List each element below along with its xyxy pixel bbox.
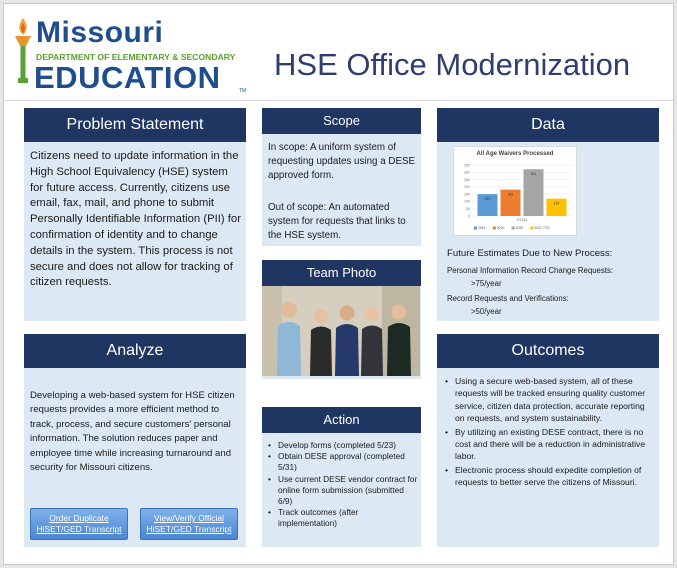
action-item: • Obtain DESE approval (completed 5/31) xyxy=(266,451,418,473)
waivers-chart xyxy=(453,146,577,236)
order-duplicate-label-1: Order Duplicate xyxy=(49,513,109,523)
chart-canvas xyxy=(454,147,578,237)
logo-education: EDUCATION xyxy=(34,60,221,95)
logo-missouri: Missouri xyxy=(36,16,164,49)
scope-section xyxy=(262,108,421,246)
chart-legend-swatch xyxy=(530,227,533,230)
chart-data-label: 181 xyxy=(507,192,514,197)
chart-tick-label: 100 xyxy=(464,199,470,204)
outcomes-heading: Outcomes xyxy=(437,334,659,368)
order-duplicate-transcript-button[interactable] xyxy=(30,508,128,540)
action-list xyxy=(266,440,418,530)
chart-tick-label: 350 xyxy=(464,163,470,168)
chart-bar xyxy=(524,169,544,216)
poster-title: HSE Office Modernization xyxy=(274,47,631,82)
chart-data-label: 150 xyxy=(484,197,491,202)
header-divider xyxy=(4,100,673,101)
chart-data-label: 321 xyxy=(530,172,537,177)
estimate-1-value: >75/year xyxy=(471,279,502,288)
problem-statement-text: Citizens need to update information in the High School Equivalency (HSE) system for future access. Currently, citizens use email, fax, mail, and phone to submit Personally Identifiable Information (PII) for confirmation of identity and to change details in the system. This process is not secure and does not allow for tracking of citizen requests. xyxy=(30,150,241,289)
chart-legend-swatch xyxy=(493,227,496,230)
scope-in-text: In scope: A uniform system of requesting updates using a DESE approved form. xyxy=(268,142,416,181)
view-verify-label-2: HiSET/GED Transcript xyxy=(146,524,232,534)
chart-x-label: TOTAL xyxy=(516,218,528,222)
action-section xyxy=(262,407,421,547)
scope-out-text: Out of scope: An automated system for requests that links to the HSE system. xyxy=(268,202,406,241)
order-duplicate-label-2: HiSET/GED Transcript xyxy=(36,524,122,534)
chart-title: All Age Waivers Processed xyxy=(476,151,554,157)
outcomes-list xyxy=(443,375,655,489)
action-item: • Track outcomes (after implementation) xyxy=(266,507,418,529)
view-verify-label-1: View/Verify Official xyxy=(153,513,225,523)
team-photo-image xyxy=(262,286,420,376)
chart-legend-label: 2020 xyxy=(515,226,524,230)
estimate-2-label: Record Requests and Verifications: xyxy=(447,294,569,303)
analyze-heading: Analyze xyxy=(24,334,246,368)
scope-heading: Scope xyxy=(262,108,421,134)
chart-legend-label: 2021 YTD xyxy=(534,226,550,230)
estimate-2-value: >50/year xyxy=(471,307,502,316)
chart-legend-label: 2016 xyxy=(478,226,486,230)
future-estimates-heading: Future Estimates Due to New Process: xyxy=(447,248,613,259)
analyze-text: Developing a web-based system for HSE citizen requests provides a more efficient method to track, process, and secure customers' personal information. The solution reduces paper and employee time while increasing turnaround and security for Missouri citizens. xyxy=(30,390,235,474)
chart-tick-label: 50 xyxy=(466,207,470,212)
view-verify-transcript-button[interactable] xyxy=(140,508,238,540)
logo-department: DEPARTMENT OF ELEMENTARY & SECONDARY xyxy=(36,52,236,62)
problem-statement-heading: Problem Statement xyxy=(24,108,246,142)
outcome-item: • Using a secure web-based system, all of these requests will be tracked ensuring quality customer service, citizen data protection, accurate reporting on requests, and system sustainability. xyxy=(443,375,655,425)
outcomes-section xyxy=(437,334,659,547)
team-photo-heading: Team Photo xyxy=(262,260,421,286)
chart-tick-label: 0 xyxy=(468,214,470,219)
action-item: • Use current DESE vendor contract for online form submission (submitted 6/9) xyxy=(266,474,418,508)
team-photo-section xyxy=(262,260,421,379)
chart-tick-label: 200 xyxy=(464,185,470,190)
chart-tick-label: 250 xyxy=(464,177,470,182)
estimate-1-label: Personal Information Record Change Requests: xyxy=(447,266,613,275)
action-heading: Action xyxy=(262,407,421,433)
chart-tick-label: 150 xyxy=(464,192,470,197)
outcome-item: • Electronic process should expedite completion of requests to better serve the citizens of Missouri. xyxy=(443,464,655,489)
chart-data-label: 119 xyxy=(553,201,560,206)
outcome-item: • By utilizing an existing DESE contract, there is no cost and there will be a reduction in administrative labor. xyxy=(443,426,655,463)
team-photo-illustration xyxy=(262,286,420,376)
dese-logo xyxy=(10,14,250,96)
poster-slide xyxy=(3,3,674,565)
chart-legend-swatch xyxy=(474,227,477,230)
chart-legend-swatch xyxy=(512,227,515,230)
analyze-section xyxy=(24,334,246,547)
logo-trademark: TM xyxy=(239,88,247,94)
action-item: • Develop forms (completed 5/23) xyxy=(266,440,418,451)
header xyxy=(4,4,673,98)
torch-icon xyxy=(12,16,34,86)
problem-statement-section xyxy=(24,108,246,321)
data-section xyxy=(437,108,659,321)
chart-legend-label: 2019 xyxy=(496,226,505,230)
chart-tick-label: 300 xyxy=(464,170,470,175)
data-heading: Data xyxy=(437,108,659,142)
